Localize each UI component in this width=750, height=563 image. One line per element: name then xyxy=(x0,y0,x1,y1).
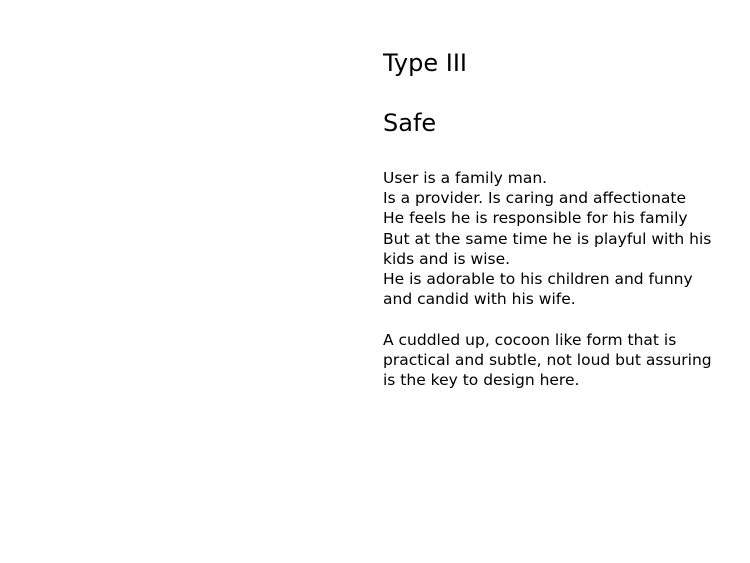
paragraph-line: He is adorable to his children and funny xyxy=(383,270,693,289)
paragraph-line: practical and subtle, not loud but assuring xyxy=(383,350,712,369)
paragraph-line: A cuddled up, cocoon like form that is xyxy=(383,330,677,349)
description-paragraph xyxy=(383,168,723,309)
paragraph-line: Is a provider. Is caring and affectionate xyxy=(383,189,686,208)
paragraph-line: is the key to design here. xyxy=(383,371,580,390)
paragraph-line: He feels he is responsible for his family xyxy=(383,209,688,228)
design-key-paragraph xyxy=(383,330,723,391)
slide-title: Type III xyxy=(383,49,467,77)
paragraph-line: kids and is wise. xyxy=(383,249,511,268)
paragraph-line: User is a family man. xyxy=(383,169,548,187)
paragraph-line: and candid with his wife. xyxy=(383,290,576,309)
slide-subtitle: Safe xyxy=(383,109,437,137)
text-column xyxy=(383,48,723,390)
paragraph-line: But at the same time he is playful with his xyxy=(383,229,712,248)
